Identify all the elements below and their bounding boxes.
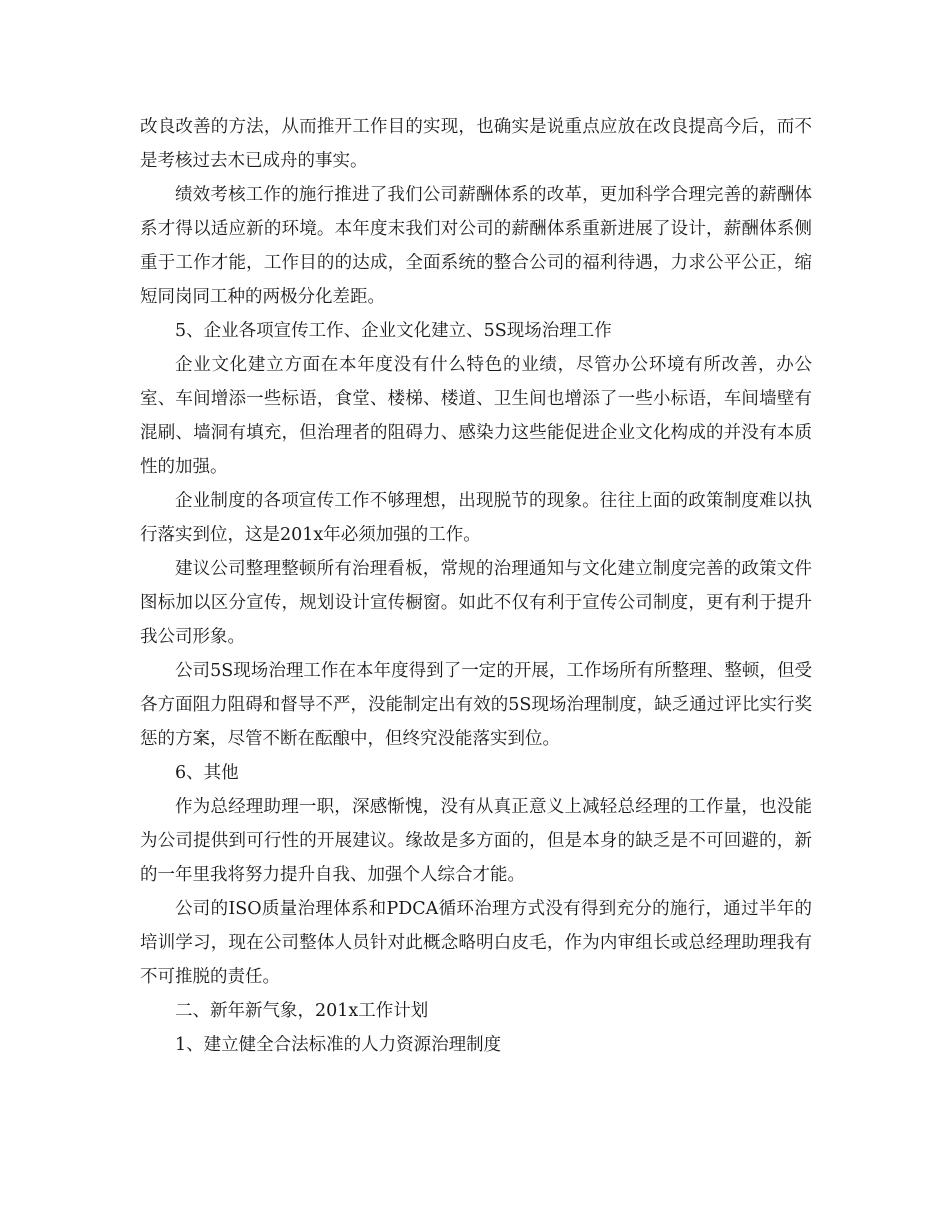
paragraph-corporate-culture: 企业文化建立方面在本年度没有什么特色的业绩，尽管办公环境有所改善，办公室、车间增添一些标语，食堂、楼梯、楼道、卫生间也增添了一些小标语，车间墙壁有混刷、墙洞有填充，但治理者的阻碍力、感染力这些能促进企业文化构成的并没有本质性的加强。 (140, 355, 812, 477)
paragraph-salary-reform: 绩效考核工作的施行推进了我们公司薪酬体系的改革，更加科学合理完善的薪酬体系才得以适应新的环境。本年度末我们对公司的薪酬体系重新进展了设计，薪酬体系侧重于工作才能，工作目的的达成，全面系统的整合公司的福利待遇，力求公平公正，缩短同岗同工种的两极分化差距。 (140, 185, 812, 307)
paragraph-5s-management: 公司5S现场治理工作在本年度得到了一定的开展，工作场所有所整理、整顿，但受各方面阻力阻碍和督导不严，没能制定出有效的5S现场治理制度，缺乏通过评比实行奖惩的方案，尽管不断在酝酿中，但终究没能落实到位。 (140, 661, 812, 749)
section-heading-hr-system: 1、建立健全合法标准的人力资源治理制度 (175, 1035, 502, 1055)
section-heading-5: 5、企业各项宣传工作、企业文化建立、5S现场治理工作 (175, 321, 612, 341)
document-body (140, 110, 812, 1062)
paragraph-continuation: 改良改善的方法，从而推开工作目的实现，也确实是说重点应放在改良提高今后，而不是考核过去木已成舟的事实。 (140, 117, 812, 171)
paragraph-policy-promotion: 企业制度的各项宣传工作不够理想，出现脱节的现象。往往上面的政策制度难以执行落实到位，这是201x年必须加强的工作。 (140, 491, 812, 545)
paragraph-iso-pdca: 公司的ISO质量治理体系和PDCA循环治理方式没有得到充分的施行，通过半年的培训学习，现在公司整体人员针对此概念略明白皮毛，作为内审组长或总经理助理我有不可推脱的责任。 (140, 899, 812, 987)
paragraph-assistant-role: 作为总经理助理一职，深感惭愧，没有从真正意义上减轻总经理的工作量，也没能为公司提供到可行性的开展建议。缘故是多方面的，但是本身的缺乏是不可回避的，新的一年里我将努力提升自我、加强个人综合才能。 (140, 797, 812, 885)
paragraph-notice-boards: 建议公司整理整顿所有治理看板，常规的治理通知与文化建立制度完善的政策文件图标加以区分宣传，规划设计宣传橱窗。如此不仅有利于宣传公司制度，更有利于提升我公司形象。 (140, 559, 812, 647)
section-heading-new-year-plan: 二、新年新气象，201x工作计划 (175, 1001, 429, 1021)
section-heading-6: 6、其他 (175, 763, 239, 783)
